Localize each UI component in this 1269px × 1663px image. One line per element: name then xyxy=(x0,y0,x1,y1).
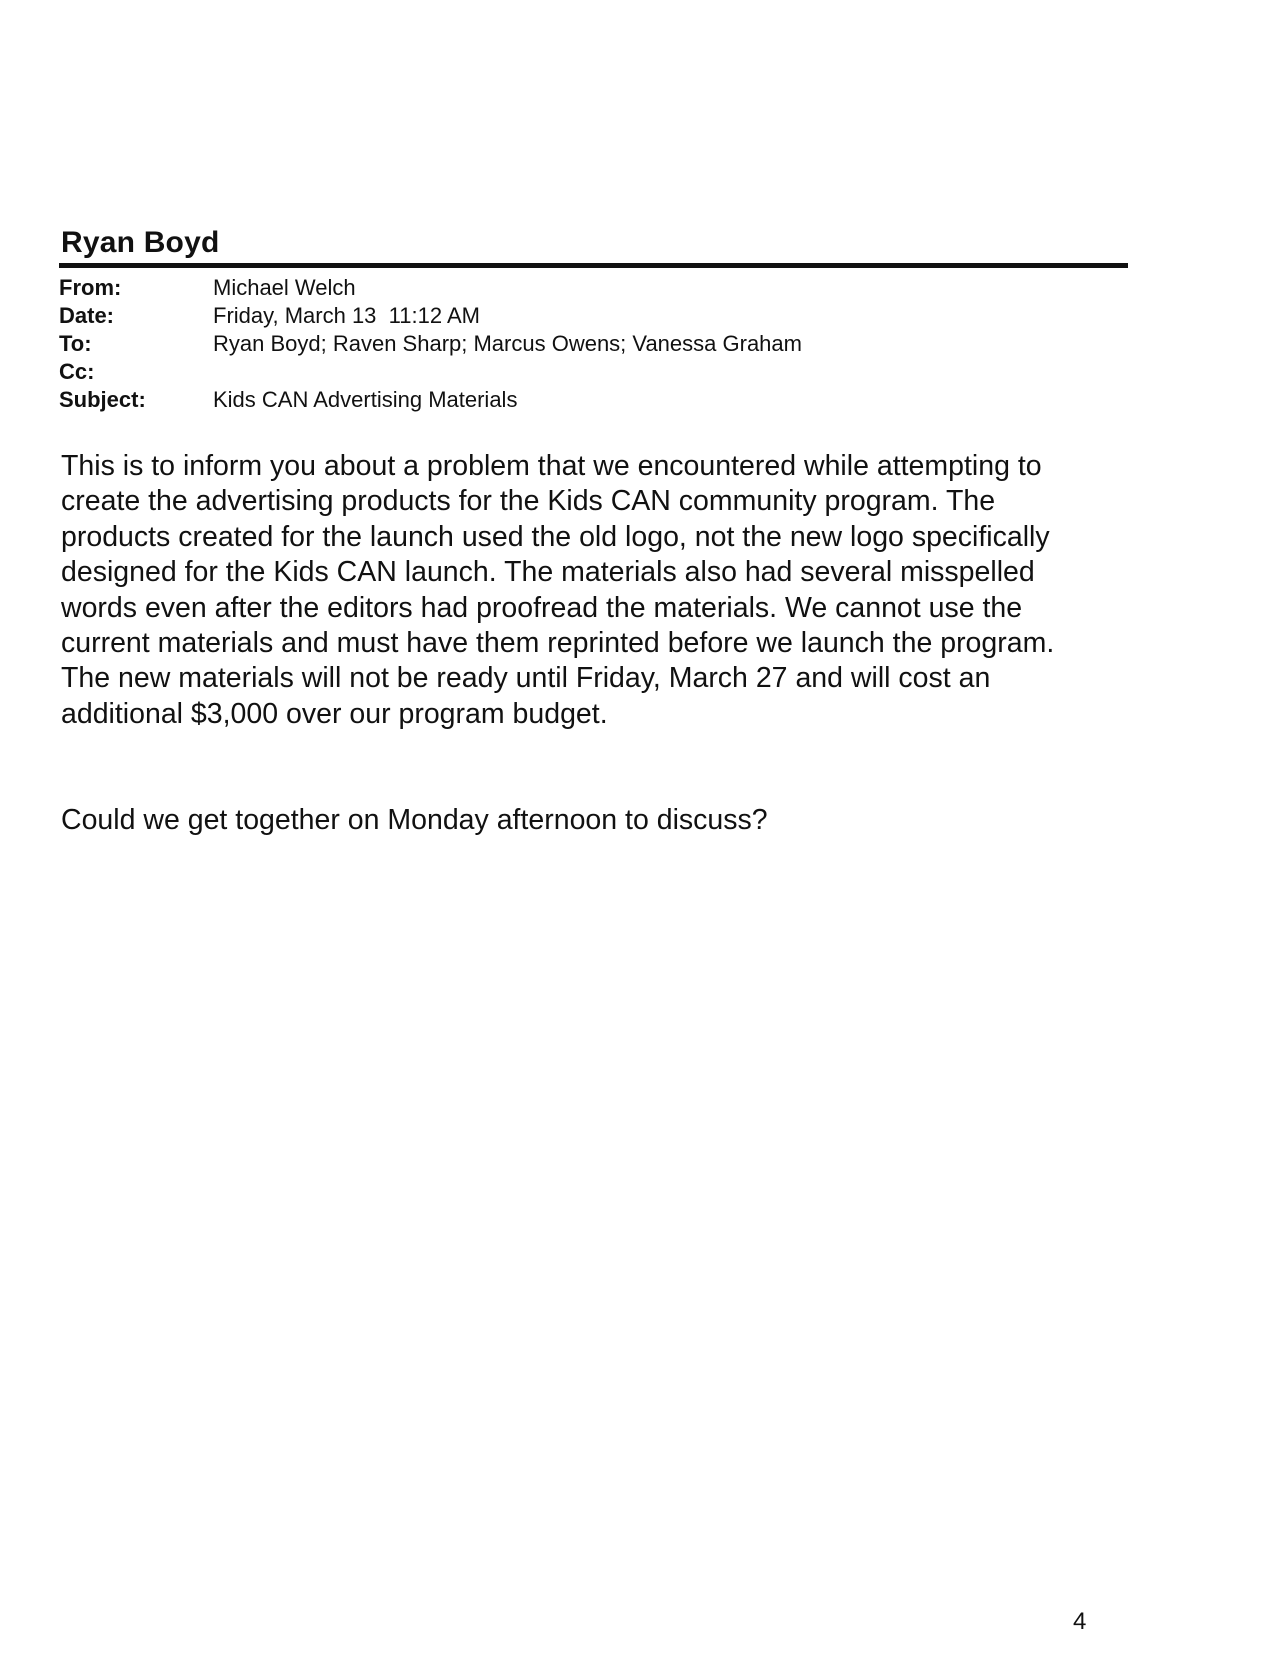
email-header xyxy=(59,274,1059,414)
to-value: Ryan Boyd; Raven Sharp; Marcus Owens; Vanessa Graham xyxy=(213,331,802,356)
date-label: Date: xyxy=(59,303,115,328)
header-row-from xyxy=(59,274,1059,302)
header-divider xyxy=(59,263,1128,268)
closing-question: Could we get together on Monday afternoon to discuss? xyxy=(61,804,768,836)
header-row-cc xyxy=(59,358,1059,386)
cc-label: Cc: xyxy=(59,359,95,384)
date-value: Friday, March 13 11:12 AM xyxy=(213,303,480,328)
from-value: Michael Welch xyxy=(213,275,356,300)
mailbox-owner-name: Ryan Boyd xyxy=(61,226,220,259)
page-number: 4 xyxy=(1073,1608,1087,1635)
to-label: To: xyxy=(59,331,92,356)
header-row-date xyxy=(59,302,1059,330)
header-row-subject xyxy=(59,386,1059,414)
body-paragraph: This is to inform you about a problem that we encountered while attempting to create the advertising products for the Kids CAN community program. The products created for the launch used the old logo, not the new logo specifically designed for the Kids CAN launch. The materials also had several misspelled words even after the editors had proofread the materials. We cannot use the current materials and must have them reprinted before we launch the program. The new materials will not be ready until Friday, March 27 and will cost an additional $3,000 over our program budget. xyxy=(61,450,1055,730)
email-body xyxy=(61,449,1081,732)
subject-label: Subject: xyxy=(59,387,146,412)
header-row-to xyxy=(59,330,1059,358)
subject-value: Kids CAN Advertising Materials xyxy=(213,387,518,412)
from-label: From: xyxy=(59,275,122,300)
